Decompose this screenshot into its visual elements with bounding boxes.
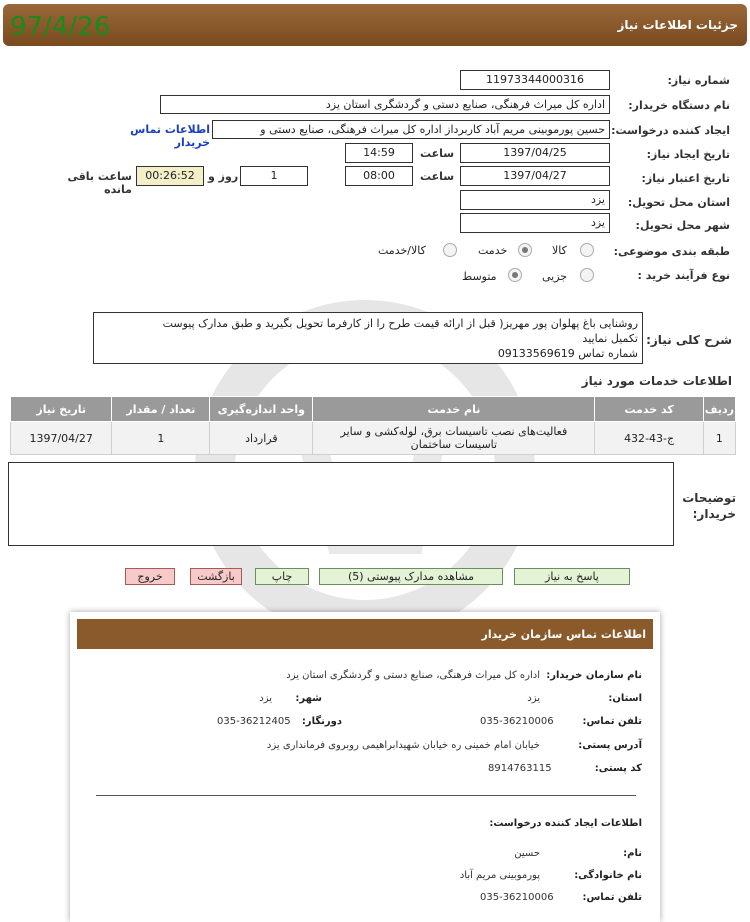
process-label: نوع فرآیند خرید : (637, 269, 730, 282)
remaining-field: 00:26:52 (136, 166, 204, 186)
creator-last-label: نام خانوادگی: (574, 870, 642, 881)
attachments-button[interactable]: مشاهده مدارک پیوستی (5) (319, 568, 503, 585)
contact-link[interactable]: اطلاعات تماس خریدار (130, 123, 210, 149)
services-title: اطلاعات خدمات مورد نیاز (581, 374, 732, 388)
cell-code: ج-43-432 (595, 422, 703, 455)
contact-postal: 8914763115 (488, 763, 552, 774)
contact-panel (70, 612, 660, 922)
created-time-field[interactable]: 14:59 (345, 143, 413, 163)
col-name: نام خدمت (313, 397, 595, 422)
creator-phone-label: تلفن تماس: (582, 892, 642, 903)
cell-name (313, 422, 595, 455)
process-option-medium: متوسط (462, 270, 497, 283)
days-field[interactable]: 1 (240, 166, 308, 186)
col-row: ردیف (703, 397, 735, 422)
contact-province: یزد (527, 693, 540, 704)
back-button[interactable]: بازگشت (190, 568, 242, 585)
description-label: شرح کلی نیاز: (646, 333, 732, 347)
contact-address-label: آدرس پستی: (578, 740, 642, 751)
description-line-3: شماره تماس 09133569619 (497, 347, 638, 360)
validity-time-label: ساعت (420, 170, 455, 183)
process-option-minor: جزیی (542, 270, 568, 283)
cell-qty: 1 (112, 422, 210, 455)
days-label: روز و (208, 170, 239, 183)
validity-label: تاریخ اعتبار نیاز: (641, 172, 730, 185)
cell-row: 1 (703, 422, 735, 455)
category-option-goods: کالا (552, 244, 567, 257)
contact-city: یزد (259, 693, 272, 704)
cell-date: 1397/04/27 (11, 422, 112, 455)
category-option-service: خدمت (478, 244, 508, 257)
remaining-label: ساعت باقی مانده (67, 170, 132, 196)
creator-title: اطلاعات ایجاد کننده درخواست: (489, 818, 642, 829)
col-unit: واحد اندازه‌گیری (210, 397, 313, 422)
buyer-org-label: نام دستگاه خریدار: (628, 99, 730, 112)
reply-button[interactable]: پاسخ به نیاز (514, 568, 630, 585)
contact-org: اداره کل میراث فرهنگی، صنایع دستی و گردشگری استان یزد (286, 670, 540, 681)
contact-city-label: شهر: (295, 693, 322, 704)
creator-phone: 035-36210006 (480, 892, 554, 903)
category-radio-service[interactable] (518, 243, 532, 257)
created-time-label: ساعت (420, 147, 455, 160)
buyer-org-field[interactable]: اداره کل میراث فرهنگی، صنایع دستی و گردشگری استان یزد (160, 95, 610, 114)
cell-name-line-2: تاسیسات ساختمان (410, 438, 498, 451)
col-code: کد خدمت (595, 397, 703, 422)
contact-org-label: نام سازمان خریدار: (546, 670, 642, 681)
category-radio-both[interactable] (443, 243, 457, 257)
col-date: تاریخ نیاز (11, 397, 112, 422)
table-row (11, 422, 736, 455)
date-stamp: 97/4/26 (10, 12, 111, 42)
need-number-label: شماره نیاز: (667, 74, 730, 87)
category-radio-goods[interactable] (580, 243, 594, 257)
print-button[interactable]: چاپ (255, 568, 309, 585)
contact-postal-label: کد پستی: (594, 763, 642, 774)
creator-last: پورموبینی مریم آباد (459, 870, 540, 881)
contact-fax: 035-36212405 (217, 716, 291, 727)
requester-field[interactable]: حسین پورموبینی مریم آباد کاربرداز اداره کل میراث فرهنگی، صنایع دستی و (212, 120, 610, 139)
created-label: تاریخ ایجاد نیاز: (646, 148, 730, 161)
city-field[interactable]: یزد (460, 213, 610, 233)
creator-first-label: نام: (623, 848, 642, 859)
province-label: استان محل تحویل: (627, 196, 730, 209)
description-line-1: روشنایی باغ پهلوان پور مهریز( قبل از ارائه قیمت طرح را از کارفرما تحویل بگیرید و طبق مدارک پیوست (162, 317, 638, 330)
contact-phone-label: تلفن تماس: (582, 716, 642, 727)
buyer-notes-textarea[interactable] (8, 462, 674, 546)
description-line-2: تکمیل نمایید (582, 332, 638, 345)
process-radio-medium[interactable] (508, 268, 522, 282)
created-date-field[interactable]: 1397/04/25 (460, 143, 610, 163)
exit-button[interactable]: خروج (125, 568, 175, 585)
province-field[interactable]: یزد (460, 190, 610, 210)
contact-divider (96, 795, 636, 796)
cell-name-line-1: فعالیت‌های نصب تاسیسات برق، لوله‌کشی و سایر (340, 425, 568, 438)
buyer-notes-label: توضیحات خریدار: (682, 491, 736, 521)
creator-first: حسین (514, 848, 540, 859)
category-label: طبقه بندی موضوعی: (613, 245, 730, 258)
requester-label: ایجاد کننده درخواست: (611, 124, 730, 137)
services-header-row (11, 397, 736, 422)
description-textarea[interactable] (93, 312, 643, 364)
contact-phone: 035-36210006 (480, 716, 554, 727)
process-radio-minor[interactable] (580, 268, 594, 282)
col-qty: تعداد / مقدار (112, 397, 210, 422)
contact-title: اطلاعات تماس سازمان خریدار (481, 628, 646, 641)
contact-province-label: استان: (608, 693, 642, 704)
category-option-both: کالا/خدمت (378, 244, 426, 257)
need-number-field[interactable]: 1197334400031​6 (460, 70, 610, 90)
validity-time-field[interactable]: 08:00 (345, 166, 413, 186)
contact-address: خیابان امام خمینی ره خیابان شهیدابراهیمی روبروی فرمانداری یزد (266, 740, 540, 751)
services-table (10, 396, 736, 455)
cell-unit: قرارداد (210, 422, 313, 455)
validity-date-field[interactable]: 1397/04/27 (460, 166, 610, 186)
contact-fax-label: دورنگار: (301, 716, 342, 727)
page-title: جزئیات اطلاعات نیاز (617, 18, 738, 32)
city-label: شهر محل تحویل: (635, 219, 730, 232)
